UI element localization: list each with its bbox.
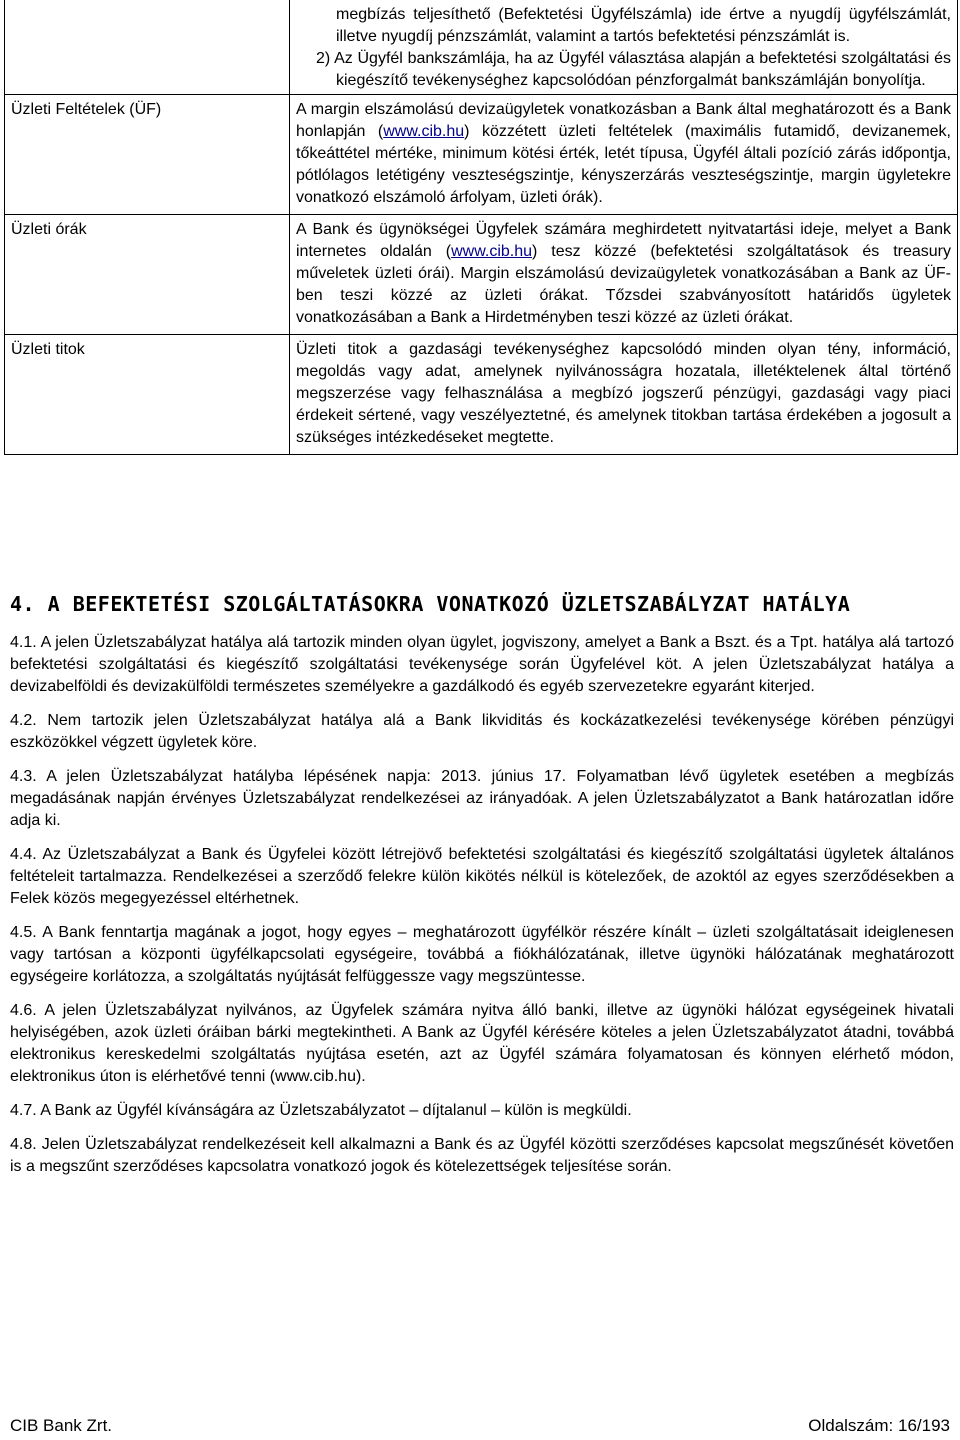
scope-section [10,590,954,1190]
clause-4-8: 4.8. Jelen Üzletszabályzat rendelkezéseit kell alkalmazni a Bank és az Ügyfél közötti szerződéses kapcsolat megszűnését követően is a megszűnt szerződéses kapcsolatra vonatkozó jogok és kötelezettségek teljesítése során. [10,1136,954,1175]
page-footer [10,1416,950,1436]
table-row [5,335,958,455]
definition-text-a: A Bank és ügynökségei Ügyfelek számára meghirdetett nyitvatartási ideje, melyet a Bank internetes oldalán ( [296,221,951,260]
definition-cell [290,215,958,335]
definition-text-a: A margin elszámolású devizaügyletek vonatkozásban a Bank által meghatározott és a Bank honlapján ( [296,101,951,140]
clause-4-2: 4.2. Nem tartozik jelen Üzletszabályzat hatálya alá a Bank likviditás és kockázatkezelési tevékenysége körében pénzügyi eszközökkel végzett ügyletek köre. [10,712,954,751]
clause-4-4: 4.4. Az Üzletszabályzat a Bank és Ügyfelei között létrejövő befektetési szolgáltatási és kiegészítő szolgáltatási ügyletek általános feltételeit tartalmazza. Rendelkezései a szerződő felekre külön kikötés nélkül is kötelezőek, de azoktól az egyes szerződésekben a Felek közös megegyezéssel eltérhetnek. [10,846,954,907]
term-label: Üzleti titok [11,341,85,358]
footer-company: CIB Bank Zrt. [10,1416,113,1435]
definition-cell [290,95,958,215]
definition-cell [290,335,958,455]
definition-text-b: ) tesz közzé (befektetési szolgáltatások és treasury műveletek üzleti órái). Margin elszámolású devizaügyletek vonatkozásában a Bank az ÜF-ben teszi közzé az üzleti órákat. Tőzsdei szabványosított határidős ügyletek vonatkozásában a Bank a Hirdetményben teszi közzé az üzleti órákat. [296,243,952,326]
definition-text [296,99,951,209]
table-row [5,215,958,335]
table-row-continuation [5,0,958,95]
term-label: Üzleti órák [11,221,87,238]
footer-page-number: Oldalszám: 16/193 [808,1416,950,1435]
term-cell [5,215,290,335]
term-cell [5,95,290,215]
definition-text [296,219,951,329]
cib-website-link[interactable]: www.cib.hu [451,243,533,260]
clause-4-1: 4.1. A jelen Üzletszabályzat hatálya alá tartozik minden olyan ügylet, jogviszony, amelyet a Bank a Bszt. és a Tpt. hatálya alá tartozó befektetési szolgáltatási és kiegészítő szolgáltatási tevékenysége során Ügyfelével köt. A jelen Üzletszabályzat hatálya a devizabelföldi és devizakülföldi természetes személyekre a gazdálkodó és egyéb szervezetekre egyaránt kiterjed. [10,634,954,695]
clause-4-7: 4.7. A Bank az Ügyfél kívánságára az Üzletszabályzatot – díjtalanul – külön is megküldi. [10,1102,632,1119]
clause-4-5: 4.5. A Bank fenntartja magának a jogot, hogy egyes – meghatározott ügyfélkör részére kínált – üzleti szolgáltatásait ideiglenesen vagy tartósan a központi ügyfélkapcsolati egységeire, továbbá a fiókhálózatának, illetve ügynöki hálózatának meghatározott egységeire korlátozza, a szolgáltatás nyújtását felfüggessze vagy megszüntesse. [10,924,954,985]
list-item-2: 2) Az Ügyfél bankszámlája, ha az Ügyfél választása alapján a befektetési szolgáltatási és kiegészítő tevékenységhez kapcsolódóan pénzforgalmát bankszámláján bonyolítja. [316,50,951,89]
cib-website-link[interactable]: www.cib.hu [383,123,465,140]
term-cell-empty [5,0,290,95]
definition-text: Üzleti titok a gazdasági tevékenységhez kapcsolódó minden olyan tény, információ, megoldás vagy adat, amelynek nyilvánosságra hozatala, illetéktelenek által történő megszerzése vagy felhasználása a megbízó jogszerű pénzügyi, gazdasági vagy piaci érdekeit sértené, vagy veszélyeztetné, és amelynek titokban tartása érdekében a jogosult a szükséges intézkedéseket megtette. [296,341,951,446]
clause-4-6: 4.6. A jelen Üzletszabályzat nyilvános, az Ügyfelek számára nyitva álló banki, illetve az ügynöki hálózat egységeinek hivatali helyiségében, azok üzleti óráiban bárki megtekintheti. A Bank az Ügyfél kérésére köteles a jelen Üzletszabályzatot átadni, továbbá elektronikus kereskedelmi szolgáltatás nyújtása esetén, azt az Ügyfél számára folyamatosan és könnyen elérhető módon, elektronikus úton is elérhetővé tenni (www.cib.hu). [10,1002,954,1085]
term-label: Üzleti Feltételek (ÜF) [11,101,162,118]
definition-text-b: ) közzétett üzleti feltételek (maximális futamidő, devizanemek, tőkeáttétel mértéke, minimum kötési érték, letét típusa, Ügyfél általi pozíció zárás időpontja, pótlólagos letétigény veszteségszintje, kényszerzárás veszteségszintje, margin ügyletekre vonatkozó elszámoló árfolyam, üzleti órák). [296,123,951,206]
clause-4-3: 4.3. A jelen Üzletszabályzat hatályba lépésének napja: 2013. június 17. Folyamatban lévő ügyletek esetében a megbízás megadásának napján érvényes Üzletszabályzat rendelkezései az irányadóak. A jelen Üzletszabályzatot a Bank határozatlan időre adja ki. [10,768,954,829]
continuation-text: megbízás teljesíthető (Befektetési Ügyfélszámla) ide értve a nyugdíj ügyfélszámlát, illetve nyugdíj pénzszámlát, valamint a tartós befektetési pénzszámlát is. [336,6,951,45]
table-row [5,95,958,215]
definition-cell [290,0,958,95]
section-heading: 4. A BEFEKTETÉSI SZOLGÁLTATÁSOKRA VONATKOZÓ ÜZLETSZABÁLYZAT HATÁLYA [10,592,851,616]
definitions-table [4,0,958,455]
term-cell [5,335,290,455]
